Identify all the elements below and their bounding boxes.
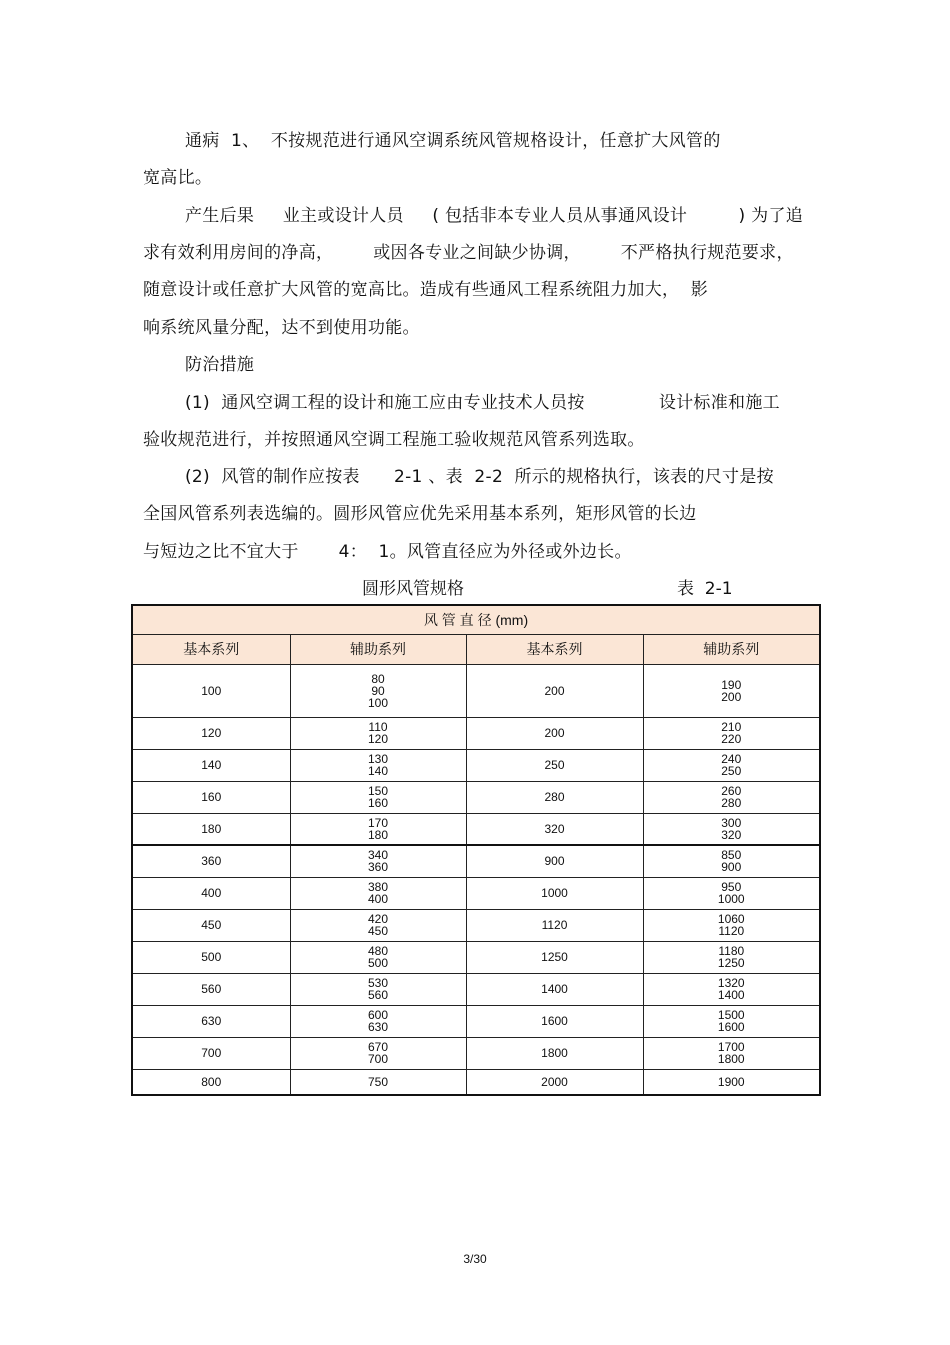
table-row bbox=[132, 664, 820, 717]
paragraph-line: 求有效利用房间的净高， 或因各专业之间缺少协调， 不严格执行规范要求， bbox=[143, 243, 794, 263]
table-row bbox=[132, 813, 820, 845]
cell-value: 630 bbox=[201, 1014, 222, 1028]
table-cell bbox=[643, 664, 820, 717]
cell-value: 420 bbox=[367, 912, 389, 926]
cell-value: 1400 bbox=[717, 988, 745, 1002]
cell-value: 170 bbox=[367, 815, 389, 830]
table-cell bbox=[643, 877, 820, 909]
table-row bbox=[132, 973, 820, 1005]
table-cell bbox=[466, 845, 643, 877]
paragraph-line: 随意设计或任意扩大风管的宽高比。造成有些通风工程系统阻力加大， 影 bbox=[143, 280, 709, 300]
table-cell bbox=[643, 1037, 820, 1069]
cell-value: 450 bbox=[201, 918, 222, 932]
table-cell bbox=[132, 717, 290, 749]
paragraph-line: (1) 通风空调工程的设计和施工应由专业技术人员按 设计标准和施工 bbox=[185, 393, 780, 413]
table-cell bbox=[643, 813, 820, 845]
paragraph-line: 宽高比。 bbox=[143, 168, 213, 188]
cell-value: 630 bbox=[367, 1020, 389, 1034]
cell-value: 530 bbox=[367, 976, 389, 990]
cell-value: 280 bbox=[721, 796, 742, 810]
table-cell bbox=[466, 1069, 643, 1095]
header-main: 风 管 直 径 (mm) bbox=[132, 605, 820, 634]
table-row bbox=[132, 1037, 820, 1069]
cell-value: 1700 bbox=[717, 1040, 745, 1054]
cell-value: 750 bbox=[367, 1074, 389, 1089]
table-cell bbox=[466, 749, 643, 781]
table-cell bbox=[132, 1037, 290, 1069]
table-row bbox=[132, 1005, 820, 1037]
table-cell bbox=[290, 845, 466, 877]
cell-value: 180 bbox=[367, 827, 389, 842]
cell-value: 80 bbox=[371, 671, 385, 686]
paragraph-line: 验收规范进行，并按照通风空调工程施工验收规范风管系列选取。 bbox=[143, 430, 645, 450]
cell-value: 1000 bbox=[717, 892, 745, 906]
cell-value: 140 bbox=[367, 764, 389, 778]
cell-value: 1600 bbox=[541, 1014, 568, 1028]
cell-value: 1120 bbox=[541, 918, 568, 932]
cell-value: 200 bbox=[544, 726, 565, 740]
table-cell bbox=[132, 941, 290, 973]
cell-value: 380 bbox=[367, 880, 389, 894]
cell-value: 180 bbox=[201, 821, 222, 836]
duct-spec-table bbox=[131, 604, 821, 1096]
table-header-row bbox=[132, 605, 820, 634]
table-cell bbox=[466, 973, 643, 1005]
cell-value: 340 bbox=[367, 848, 389, 863]
table-row bbox=[132, 781, 820, 813]
cell-value: 220 bbox=[721, 732, 742, 746]
cell-value: 160 bbox=[201, 790, 222, 804]
cell-value: 1250 bbox=[717, 956, 745, 970]
cell-value: 1000 bbox=[541, 886, 568, 900]
cell-value: 1400 bbox=[541, 982, 568, 996]
table-cell bbox=[290, 973, 466, 1005]
table-row bbox=[132, 877, 820, 909]
table-cell bbox=[466, 717, 643, 749]
cell-value: 1180 bbox=[718, 944, 745, 958]
cell-value: 360 bbox=[367, 860, 389, 875]
cell-value: 120 bbox=[367, 732, 389, 746]
table-column-header-row bbox=[132, 634, 820, 664]
cell-value: 1060 bbox=[717, 912, 745, 926]
table-cell bbox=[290, 941, 466, 973]
cell-value: 560 bbox=[367, 988, 389, 1002]
cell-value: 190 bbox=[721, 677, 742, 692]
cell-value: 850 bbox=[721, 848, 742, 863]
column-header: 辅助系列 bbox=[643, 634, 820, 664]
table-cell bbox=[290, 877, 466, 909]
cell-value: 1800 bbox=[717, 1052, 745, 1066]
cell-value: 140 bbox=[201, 758, 222, 772]
table-cell bbox=[132, 813, 290, 845]
table-cell bbox=[466, 909, 643, 941]
table-cell bbox=[643, 909, 820, 941]
table-cell bbox=[290, 1005, 466, 1037]
cell-value: 250 bbox=[544, 758, 565, 772]
cell-value: 120 bbox=[201, 726, 222, 740]
cell-value: 90 bbox=[371, 683, 385, 698]
cell-value: 500 bbox=[367, 956, 389, 970]
table-cell bbox=[290, 1037, 466, 1069]
paragraph-line: 响系统风量分配，达不到使用功能。 bbox=[143, 318, 420, 338]
cell-value: 400 bbox=[201, 886, 222, 900]
cell-value: 320 bbox=[721, 827, 742, 842]
section-heading: 防治措施 bbox=[185, 355, 255, 375]
cell-value: 250 bbox=[721, 764, 742, 778]
table-row bbox=[132, 941, 820, 973]
cell-value: 150 bbox=[367, 784, 389, 798]
cell-value: 560 bbox=[201, 982, 222, 996]
table-cell bbox=[466, 781, 643, 813]
cell-value: 280 bbox=[544, 790, 565, 804]
table-cell bbox=[643, 717, 820, 749]
paragraph-line: (2) 风管的制作应按表 2-1 、表 2-2 所示的规格执行，该表的尺寸是按 bbox=[185, 467, 774, 487]
cell-value: 320 bbox=[544, 821, 565, 836]
column-header: 辅助系列 bbox=[290, 634, 466, 664]
cell-value: 900 bbox=[544, 854, 565, 869]
table-cell bbox=[290, 664, 466, 717]
table-cell bbox=[466, 1005, 643, 1037]
cell-value: 110 bbox=[368, 720, 388, 734]
paragraph-line: 全国风管系列表选编的。圆形风管应优先采用基本系列，矩形风管的长边 bbox=[143, 504, 697, 524]
table-cell bbox=[290, 1069, 466, 1095]
cell-value: 130 bbox=[367, 752, 389, 766]
table-cell bbox=[290, 813, 466, 845]
table-row bbox=[132, 717, 820, 749]
cell-value: 260 bbox=[721, 784, 742, 798]
table-cell bbox=[643, 845, 820, 877]
cell-value: 1250 bbox=[541, 950, 568, 964]
table-cell bbox=[290, 909, 466, 941]
table-number: 表 2-1 bbox=[677, 579, 733, 599]
cell-value: 600 bbox=[367, 1008, 389, 1022]
table-cell bbox=[643, 941, 820, 973]
table-cell bbox=[466, 664, 643, 717]
cell-value: 950 bbox=[721, 880, 742, 894]
cell-value: 1500 bbox=[717, 1008, 745, 1022]
table-cell bbox=[466, 941, 643, 973]
column-header: 基本系列 bbox=[132, 634, 290, 664]
table-cell bbox=[132, 877, 290, 909]
table-cell bbox=[132, 781, 290, 813]
table-cell bbox=[132, 973, 290, 1005]
paragraph-line: 产生后果 业主或设计人员 ( 包括非本专业人员从事通风设计 ) 为了追 bbox=[185, 206, 804, 226]
cell-value: 800 bbox=[201, 1074, 222, 1089]
table-cell bbox=[132, 909, 290, 941]
table-cell bbox=[132, 845, 290, 877]
cell-value: 1800 bbox=[541, 1046, 568, 1060]
table-cell bbox=[132, 1005, 290, 1037]
cell-value: 500 bbox=[201, 950, 222, 964]
table-cell bbox=[290, 781, 466, 813]
paragraph-line: 通病 1、 不按规范进行通风空调系统风管规格设计，任意扩大风管的 bbox=[185, 131, 721, 151]
cell-value: 1900 bbox=[717, 1074, 745, 1089]
cell-value: 1320 bbox=[717, 976, 745, 990]
cell-value: 670 bbox=[367, 1040, 389, 1054]
cell-value: 100 bbox=[201, 683, 222, 698]
paragraph-line: 与短边之比不宜大于 4： 1。风管直径应为外径或外边长。 bbox=[143, 542, 632, 562]
cell-value: 450 bbox=[367, 924, 389, 938]
table-cell bbox=[643, 749, 820, 781]
table-cell bbox=[643, 1005, 820, 1037]
table-caption: 圆形风管规格 bbox=[362, 579, 464, 599]
cell-value: 900 bbox=[721, 860, 742, 875]
table-cell bbox=[132, 664, 290, 717]
cell-value: 300 bbox=[721, 815, 742, 830]
table-row bbox=[132, 749, 820, 781]
table-cell bbox=[466, 877, 643, 909]
cell-value: 2000 bbox=[541, 1074, 568, 1089]
cell-value: 400 bbox=[367, 892, 389, 906]
table-cell bbox=[466, 813, 643, 845]
page-number: 3/30 bbox=[463, 1252, 487, 1266]
table-cell bbox=[643, 781, 820, 813]
table-cell bbox=[643, 1069, 820, 1095]
table-cell bbox=[290, 749, 466, 781]
table-cell bbox=[643, 973, 820, 1005]
cell-value: 480 bbox=[367, 944, 389, 958]
table-row bbox=[132, 845, 820, 877]
cell-value: 160 bbox=[367, 796, 389, 810]
table-cell bbox=[132, 1069, 290, 1095]
cell-value: 360 bbox=[201, 854, 222, 869]
cell-value: 1600 bbox=[717, 1020, 745, 1034]
cell-value: 200 bbox=[721, 689, 742, 704]
table-cell bbox=[132, 749, 290, 781]
cell-value: 1120 bbox=[718, 924, 745, 938]
table-cell bbox=[466, 1037, 643, 1069]
column-header: 基本系列 bbox=[466, 634, 643, 664]
table-row bbox=[132, 909, 820, 941]
cell-value: 700 bbox=[201, 1046, 222, 1060]
table-row bbox=[132, 1069, 820, 1095]
cell-value: 100 bbox=[367, 695, 389, 710]
cell-value: 240 bbox=[721, 752, 742, 766]
table-cell bbox=[290, 717, 466, 749]
cell-value: 700 bbox=[367, 1052, 389, 1066]
cell-value: 210 bbox=[721, 720, 742, 734]
cell-value: 200 bbox=[544, 683, 565, 698]
